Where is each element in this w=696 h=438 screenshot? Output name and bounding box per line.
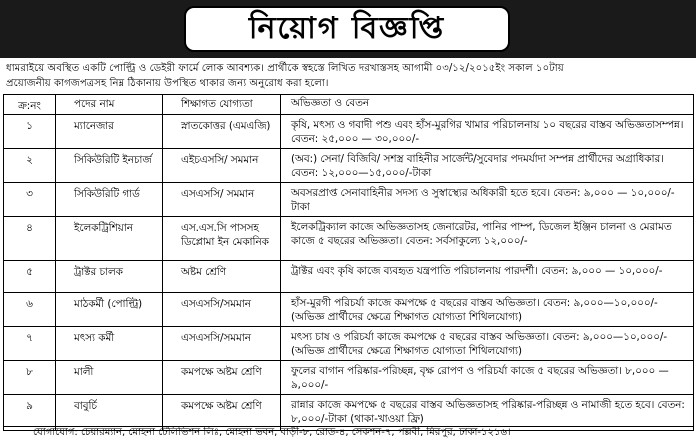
row-qualification: এসএসসি/ সমমান xyxy=(163,183,281,217)
row-serial: ৮ xyxy=(4,361,56,395)
row-post: বাবুর্চি xyxy=(56,395,163,431)
row-serial: ১ xyxy=(4,115,56,149)
row-post: ট্রাক্টর চালক xyxy=(56,261,163,293)
intro-paragraph xyxy=(6,61,690,91)
row-serial: ২ xyxy=(4,149,56,183)
title-banner xyxy=(0,0,696,58)
row-experience: (অব:) সেনা/ বিজিবি/ সশস্ত্র বাহিনীর সার্জেন্ট/সুবেদার পদমর্যাদা সম্পন্ন প্রার্থীদের অগ্রাধিকার। বেতন: ১২,০০০—১৫,০০০/-টাকা xyxy=(281,149,694,183)
row-qualification: এসএসসি/সমমান xyxy=(163,327,281,361)
table-row xyxy=(4,115,694,149)
row-post: সিকিউরিটি গার্ড xyxy=(56,183,163,217)
row-experience: মৎস্য চাষ ও পরিচর্যা কাজে কমপক্ষে ৫ বছরের বাস্তব অভিজ্ঞতা। বেতন: ৯,০০০—১০,০০০/-(অভিজ্ঞ প্রার্থীদের ক্ষেত্রে শিক্ষাগত যোগ্যতা শিথিলযোগ্য) xyxy=(281,327,694,361)
row-qualification: কমপক্ষে অষ্টম শ্রেণি xyxy=(163,361,281,395)
row-qualification: এসএসসি/সমমান xyxy=(163,293,281,327)
table-row xyxy=(4,217,694,261)
row-post: ম্যানেজার xyxy=(56,115,163,149)
table-row xyxy=(4,149,694,183)
row-serial: ৯ xyxy=(4,395,56,431)
row-qualification: এইচএসসি/ সমমান xyxy=(163,149,281,183)
table-header-row xyxy=(4,95,694,115)
row-serial: ৬ xyxy=(4,293,56,327)
row-serial: ৪ xyxy=(4,217,56,261)
row-qualification: এস.এস.সি পাসসহ ডিপ্লোমা ইন মেকানিক xyxy=(163,217,281,261)
table-row xyxy=(4,327,694,361)
header-serial: ক্র:নং xyxy=(4,95,56,115)
contact-footer: যোগাযোগ: চেয়ারম্যান, মোহনা টেলিভিশন লিঃ, মোহনা ভবন, বাড়ী-৮, রোড-৪, সেকশন-৭, পল্লবী, মিরপুর, ঢাকা-১২১৬। xyxy=(3,426,693,438)
row-experience: রান্নার কাজে কমপক্ষে ৫ বছরের বাস্তব অভিজ্ঞতাসহ পরিষ্কার-পরিচ্ছন্ন ও নামাজী হতে হবে। বেতন: ৮,০০০/-টাকা (থাকা-খাওয়া ফ্রি) xyxy=(281,395,694,431)
table-row xyxy=(4,183,694,217)
row-experience: ট্রাক্টর এবং কৃষি কাজে ব্যবহৃত যন্ত্রপাতি পরিচালনায় পারদর্শী। বেতন: ৯,০০০ — ১০,০০০/- xyxy=(281,261,694,293)
row-post: মালী xyxy=(56,361,163,395)
row-post: ইলেকট্রিশিয়ান xyxy=(56,217,163,261)
header-qualification: শিক্ষাগত যোগ্যতা xyxy=(163,95,281,115)
row-experience: হাঁস-মুরগী পরিচর্যা কাজে কমপক্ষে ৫ বছরের বাস্তব অভিজ্ঞতা। বেতন: ৯,০০০—১০,০০০/-(অভিজ্ঞ প্রার্থীদের ক্ষেত্রে শিক্ষাগত যোগ্যতা শিথিলযোগ্য) xyxy=(281,293,694,327)
table-row xyxy=(4,293,694,327)
row-qualification: স্নাতকোত্তর (এমএজি) xyxy=(163,115,281,149)
row-qualification: অষ্টম শ্রেণি xyxy=(163,261,281,293)
table-row xyxy=(4,261,694,293)
row-post: সিকিউরিটি ইনচার্জ xyxy=(56,149,163,183)
row-serial: ৭ xyxy=(4,327,56,361)
row-serial: ৫ xyxy=(4,261,56,293)
vacancy-table xyxy=(3,94,694,431)
table-row xyxy=(4,361,694,395)
header-post: পদের নাম xyxy=(56,95,163,115)
row-experience: ইলেকট্রিক্যাল কাজে অভিজ্ঞতাসহ জেনারেটর, পানির পাম্প, ডিজেল ইঞ্জিন চালনা ও মেরামত কাজে ৫ বছরের অভিজ্ঞতা। বেতন: সর্বসাকুল্যে ১২,০০০/- xyxy=(281,217,694,261)
row-serial: ৩ xyxy=(4,183,56,217)
intro-line-1: ধামরাইয়ে অবস্থিত একটি পোল্ট্রি ও ডেইরী ফার্মে লোক আবশ্যক। প্রার্থীকে স্বহস্তে লিখিত দরখাস্তসহ আগামী ০৩/১২/২০১৫ইং সকাল ১০টায় xyxy=(6,63,564,74)
row-post: মৎস্য কর্মী xyxy=(56,327,163,361)
row-qualification: কমপক্ষে অষ্টম শ্রেণি xyxy=(163,395,281,431)
row-experience: ফুলের বাগান পরিষ্কার-পরিচ্ছন্ন, বৃক্ষ রোপণ ও পরিচর্যা কাজে ৫ বছরের অভিজ্ঞতা। ৮,০০০ — ৯,০০০/- xyxy=(281,361,694,395)
row-experience: অবসরপ্রাপ্ত সেনাবাহিনীর সদস্য ও সুস্বাস্থ্যের অধিকারী হতে হবে। বেতন: ৯,০০০ — ১০,০০০/-টাকা xyxy=(281,183,694,217)
notice-title: নিয়োগ বিজ্ঞপ্তি xyxy=(184,6,510,52)
row-experience: কৃষি, মৎস্য ও গবাদী পশু এবং হাঁস-মুরগির খামার পরিচালনায় ১০ বছরের বাস্তব অভিজ্ঞতাসম্পন্ন। বেতন: ২৫,০০০ — ৩০,০০০/- xyxy=(281,115,694,149)
row-post: মাঠকর্মী (পোল্ট্রি) xyxy=(56,293,163,327)
header-experience: অভিজ্ঞতা ও বেতন xyxy=(281,95,694,115)
intro-line-2: প্রয়োজনীয় কাগজপত্রসহ নিম্ন ঠিকানায় উপস্থিত থাকার জন্য অনুরোধ করা হলো। xyxy=(6,78,329,89)
